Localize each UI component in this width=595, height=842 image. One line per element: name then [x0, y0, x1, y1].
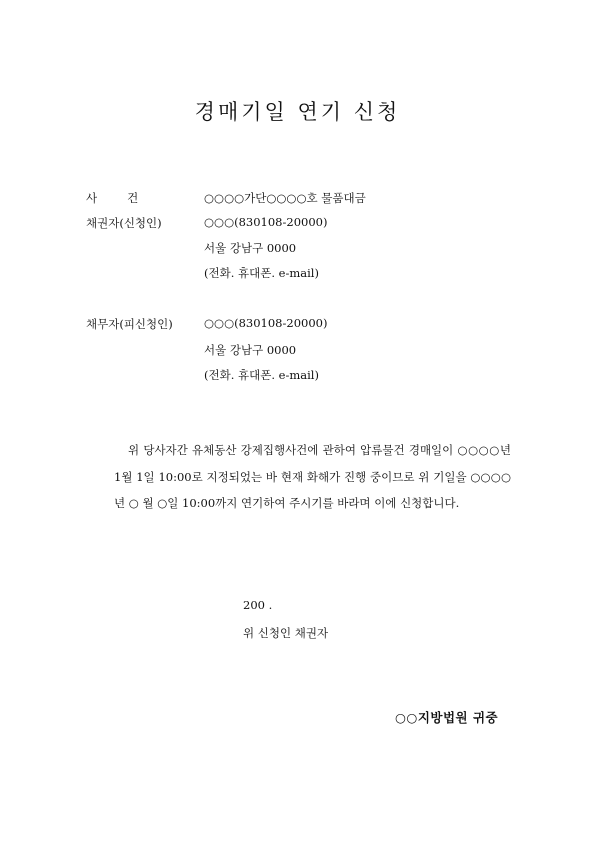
- creditor-name-id: ○○○(830108-20000): [204, 215, 328, 229]
- court-addressee: ○○지방법원 귀중: [395, 710, 499, 725]
- document-title: 경매기일 연기 신청: [194, 100, 401, 124]
- case-label: [86, 190, 138, 206]
- signature-line: 위 신청인 채권자: [243, 626, 329, 640]
- creditor-label: 채권자(신청인): [86, 216, 162, 230]
- debtor-address: 서울 강남구 0000: [204, 343, 297, 357]
- body-text: 위 당사자간 유체동산 강제집행사건에 관하여 압류물건 경매일이 ○○○○년 1월 1일 10:00로 지정되었는 바 현재 화해가 진행 중이므로 위 기일을 ○○○○년 ○ 월 ○일 10:00까지 연기하여 주시기를 바라며 이에 신청합니다.: [114, 443, 511, 510]
- debtor-label: 채무자(피신청인): [86, 317, 173, 331]
- date-line: 200 .: [243, 598, 273, 612]
- debtor-contact: (전화. 휴대폰. e-mail): [204, 368, 319, 382]
- case-label-right: 건: [127, 191, 139, 205]
- creditor-contact: (전화. 휴대폰. e-mail): [204, 266, 319, 280]
- case-label-left: 사: [86, 191, 98, 205]
- debtor-name-id: ○○○(830108-20000): [204, 316, 328, 330]
- body-paragraph: [114, 437, 511, 517]
- case-value: ○○○○가단○○○○호 물품대금: [204, 191, 366, 205]
- creditor-address: 서울 강남구 0000: [204, 241, 297, 255]
